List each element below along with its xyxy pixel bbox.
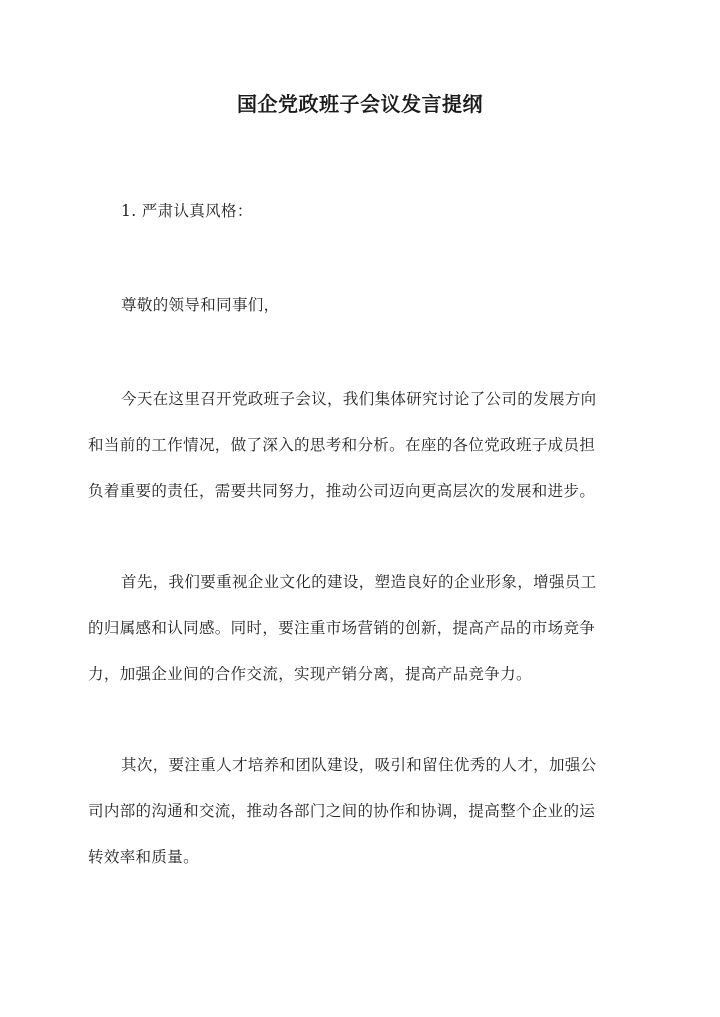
paragraph-2-line-2: 的归属感和认同感。同时，要注重市场营销的创新，提高产品的市场竞争 [88, 619, 596, 637]
paragraph-3-line-3: 转效率和质量。 [88, 848, 199, 866]
paragraph-3-line-1: 其次，要注重人才培养和团队建设，吸引和留住优秀的人才，加强公 [121, 756, 597, 774]
document-title: 国企党政班子会议发言提纲 [237, 92, 483, 116]
salutation: 尊敬的领导和同事们， [121, 296, 280, 314]
paragraph-1-line-1: 今天在这里召开党政班子会议，我们集体研究讨论了公司的发展方向 [121, 390, 597, 408]
paragraph-2-line-3: 力，加强企业间的合作交流，实现产销分离，提高产品竞争力。 [88, 665, 532, 683]
paragraph-2-line-1: 首先，我们要重视企业文化的建设，塑造良好的企业形象，增强员工 [121, 573, 597, 591]
paragraph-1-line-2: 和当前的工作情况，做了深入的思考和分析。在座的各位党政班子成员担 [88, 436, 596, 454]
section-heading: 1. 严肃认真风格： [121, 202, 253, 220]
paragraph-3-line-2: 司内部的沟通和交流，推动各部门之间的协作和协调，提高整个企业的运 [88, 802, 596, 820]
paragraph-1-line-3: 负着重要的责任，需要共同努力，推动公司迈向更高层次的发展和进步。 [88, 482, 596, 500]
